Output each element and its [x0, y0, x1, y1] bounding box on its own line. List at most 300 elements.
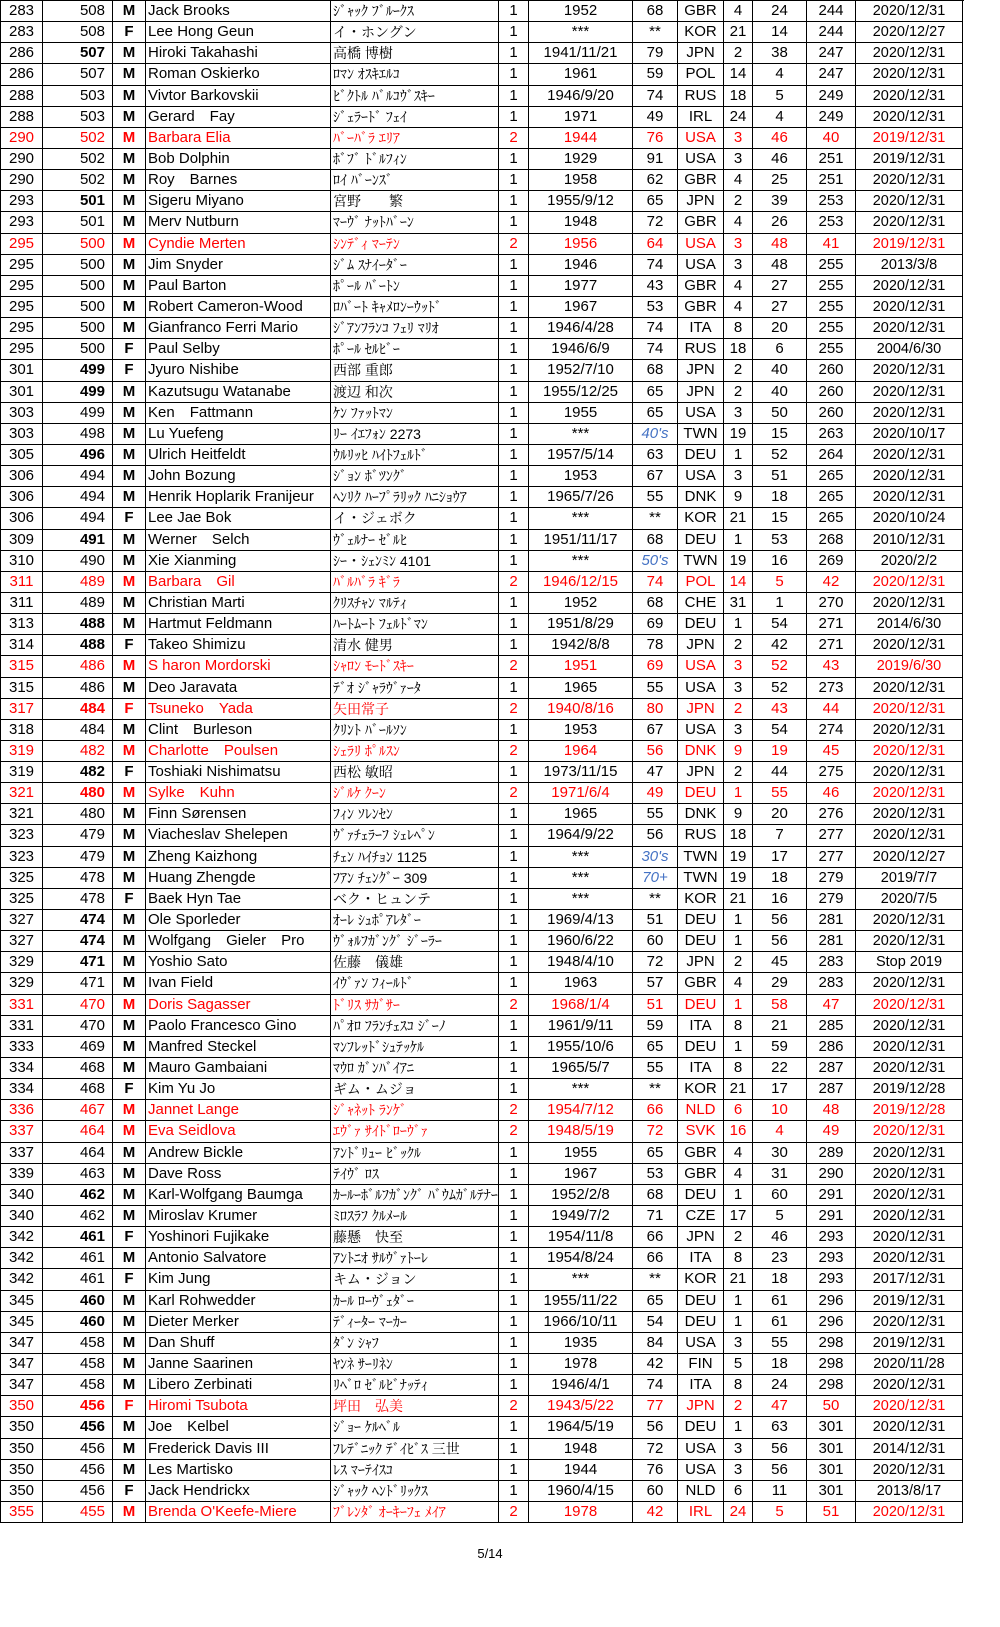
cell-group-rank: 260 — [807, 360, 856, 381]
cell-date: Stop 2019 — [856, 952, 963, 973]
cell-rank: 290 — [1, 170, 43, 191]
cell-country: DEU — [678, 1417, 724, 1438]
table-row — [1, 1417, 964, 1438]
cell-age: 30's — [633, 847, 678, 868]
cell-group-rank: 244 — [807, 1, 856, 22]
cell-date: 2019/12/31 — [856, 1291, 963, 1312]
cell-name: Jyuro Nishibe — [146, 360, 331, 381]
cell-birth-date: 1955/10/6 — [529, 1037, 633, 1058]
cell-rank: 315 — [1, 656, 43, 677]
cell-country-rank: 5 — [753, 86, 807, 107]
cell-group-rank: 263 — [807, 424, 856, 445]
cell-name: Sylke Kuhn — [146, 783, 331, 804]
cell-country-no: 14 — [724, 572, 753, 593]
cell-country: USA — [678, 1460, 724, 1481]
cell-country-no: 18 — [724, 339, 753, 360]
cell-country-rank: 14 — [753, 22, 807, 43]
cell-kana-name: ﾊｰﾄﾑｰﾄ ﾌｪﾙﾄﾞﾏﾝ — [331, 614, 499, 635]
cell-rank: 318 — [1, 720, 43, 741]
cell-kana-name: ｼｰ・ｼｪﾝﾐﾝ 4101 — [331, 551, 499, 572]
cell-country-no: 9 — [724, 487, 753, 508]
cell-birth-date: 1960/6/22 — [529, 931, 633, 952]
table-row — [1, 973, 964, 994]
cell-kana-name: 高橋 博樹 — [331, 43, 499, 64]
cell-country-rank: 23 — [753, 1248, 807, 1269]
cell-rank: 339 — [1, 1164, 43, 1185]
table-row — [1, 530, 964, 551]
table-row — [1, 1, 964, 22]
cell-group-rank: 283 — [807, 952, 856, 973]
cell-birth-date: 1952 — [529, 593, 633, 614]
cell-score: 480 — [43, 804, 113, 825]
table-row — [1, 86, 964, 107]
cell-category: 1 — [499, 1291, 529, 1312]
cell-date: 2020/12/31 — [856, 741, 963, 762]
table-row — [1, 1502, 964, 1523]
cell-kana-name: ｼﾞｮﾝ ﾎﾞﾂﾝｸﾞ — [331, 466, 499, 487]
cell-country-rank: 27 — [753, 276, 807, 297]
cell-kana-name: ｳﾞｫﾙﾌｶﾞﾝｸﾞ ｼﾞｰﾗｰ — [331, 931, 499, 952]
cell-country: GBR — [678, 297, 724, 318]
cell-score: 500 — [43, 255, 113, 276]
cell-country-rank: 48 — [753, 255, 807, 276]
table-row — [1, 1312, 964, 1333]
cell-country: GBR — [678, 1143, 724, 1164]
cell-score: 461 — [43, 1269, 113, 1290]
cell-birth-date: 1944 — [529, 1460, 633, 1481]
cell-sex: F — [113, 1227, 146, 1248]
cell-score: 471 — [43, 952, 113, 973]
cell-date: 2020/2/2 — [856, 551, 963, 572]
cell-country-rank: 24 — [753, 1, 807, 22]
cell-sex: M — [113, 86, 146, 107]
cell-country-rank: 51 — [753, 466, 807, 487]
cell-group-rank: 293 — [807, 1227, 856, 1248]
cell-sex: M — [113, 234, 146, 255]
cell-name: Barbara Gil — [146, 572, 331, 593]
cell-birth-date: *** — [529, 868, 633, 889]
cell-group-rank: 277 — [807, 847, 856, 868]
cell-birth-date: 1978 — [529, 1502, 633, 1523]
cell-group-rank: 247 — [807, 43, 856, 64]
table-row — [1, 910, 964, 931]
cell-category: 1 — [499, 1439, 529, 1460]
cell-date: 2020/12/31 — [856, 276, 963, 297]
cell-kana-name: ﾛﾏﾝ ｵｽｷｴﾙｺ — [331, 64, 499, 85]
cell-birth-date: 1956 — [529, 234, 633, 255]
cell-kana-name: ﾏｳﾛ ｶﾞﾝﾊﾞｲｱﾆ — [331, 1058, 499, 1079]
cell-country-no: 21 — [724, 22, 753, 43]
cell-country: KOR — [678, 1079, 724, 1100]
cell-category: 1 — [499, 910, 529, 931]
cell-country-rank: 43 — [753, 699, 807, 720]
cell-rank: 334 — [1, 1058, 43, 1079]
cell-rank: 345 — [1, 1312, 43, 1333]
table-row — [1, 234, 964, 255]
cell-rank: 319 — [1, 762, 43, 783]
cell-country-rank: 40 — [753, 382, 807, 403]
cell-name: Finn Sørensen — [146, 804, 331, 825]
cell-date: 2020/12/31 — [856, 64, 963, 85]
cell-sex: M — [113, 466, 146, 487]
cell-kana-name: 矢田常子 — [331, 699, 499, 720]
cell-age: 69 — [633, 614, 678, 635]
cell-name: Gerard Fay — [146, 107, 331, 128]
cell-country: JPN — [678, 1396, 724, 1417]
cell-score: 508 — [43, 22, 113, 43]
cell-country-no: 2 — [724, 952, 753, 973]
cell-score: 471 — [43, 973, 113, 994]
cell-date: 2004/6/30 — [856, 339, 963, 360]
cell-country: DEU — [678, 614, 724, 635]
cell-group-rank: 45 — [807, 741, 856, 762]
cell-group-rank: 260 — [807, 403, 856, 424]
cell-group-rank: 274 — [807, 720, 856, 741]
cell-country: DEU — [678, 530, 724, 551]
cell-category: 1 — [499, 635, 529, 656]
cell-name: Ulrich Heitfeldt — [146, 445, 331, 466]
cell-rank: 301 — [1, 382, 43, 403]
cell-kana-name: ﾃﾞｵ ｼﾞｬﾗｳﾞｧｰﾀ — [331, 678, 499, 699]
cell-country-rank: 26 — [753, 212, 807, 233]
cell-sex: M — [113, 64, 146, 85]
cell-category: 1 — [499, 1354, 529, 1375]
cell-country: ITA — [678, 318, 724, 339]
cell-rank: 283 — [1, 22, 43, 43]
cell-birth-date: 1965 — [529, 678, 633, 699]
table-row — [1, 1481, 964, 1502]
cell-sex: M — [113, 403, 146, 424]
cell-rank: 347 — [1, 1333, 43, 1354]
cell-category: 1 — [499, 22, 529, 43]
table-row — [1, 1248, 964, 1269]
cell-birth-date: 1952/2/8 — [529, 1185, 633, 1206]
table-row — [1, 403, 964, 424]
cell-score: 489 — [43, 593, 113, 614]
cell-country-rank: 53 — [753, 530, 807, 551]
cell-score: 456 — [43, 1417, 113, 1438]
cell-country: KOR — [678, 22, 724, 43]
cell-country-rank: 19 — [753, 741, 807, 762]
cell-group-rank: 255 — [807, 255, 856, 276]
cell-birth-date: 1967 — [529, 1164, 633, 1185]
cell-kana-name: ｼｪﾗﾘ ﾎﾟﾙｽﾝ — [331, 741, 499, 762]
cell-birth-date: 1941/11/21 — [529, 43, 633, 64]
cell-date: 2020/12/31 — [856, 170, 963, 191]
cell-group-rank: 40 — [807, 128, 856, 149]
cell-birth-date: 1940/8/16 — [529, 699, 633, 720]
cell-name: Kazutsugu Watanabe — [146, 382, 331, 403]
cell-score: 460 — [43, 1312, 113, 1333]
cell-country-no: 19 — [724, 551, 753, 572]
cell-age: 53 — [633, 1164, 678, 1185]
cell-name: Lee Hong Geun — [146, 22, 331, 43]
cell-group-rank: 271 — [807, 635, 856, 656]
cell-age: 55 — [633, 678, 678, 699]
cell-kana-name: ﾊﾟｵﾛ ﾌﾗﾝﾁｪｽｺ ｼﾞｰﾉ — [331, 1016, 499, 1037]
cell-group-rank: 301 — [807, 1439, 856, 1460]
cell-name: Paolo Francesco Gino — [146, 1016, 331, 1037]
cell-category: 1 — [499, 1481, 529, 1502]
cell-date: 2017/12/31 — [856, 1269, 963, 1290]
cell-score: 482 — [43, 762, 113, 783]
cell-group-rank: 293 — [807, 1248, 856, 1269]
cell-name: Hiroki Takahashi — [146, 43, 331, 64]
cell-country-no: 4 — [724, 973, 753, 994]
cell-score: 474 — [43, 931, 113, 952]
cell-rank: 333 — [1, 1037, 43, 1058]
cell-country: JPN — [678, 191, 724, 212]
cell-rank: 323 — [1, 847, 43, 868]
cell-date: 2020/12/31 — [856, 1375, 963, 1396]
cell-category: 1 — [499, 382, 529, 403]
cell-kana-name: ｸﾘｽﾁｬﾝ ﾏﾙﾃｨ — [331, 593, 499, 614]
cell-kana-name: 坪田 弘美 — [331, 1396, 499, 1417]
cell-country-no: 19 — [724, 868, 753, 889]
cell-sex: M — [113, 868, 146, 889]
cell-country-rank: 18 — [753, 487, 807, 508]
cell-group-rank: 253 — [807, 212, 856, 233]
cell-country-no: 1 — [724, 530, 753, 551]
cell-category: 1 — [499, 551, 529, 572]
cell-rank: 327 — [1, 931, 43, 952]
cell-rank: 314 — [1, 635, 43, 656]
cell-group-rank: 265 — [807, 508, 856, 529]
cell-category: 1 — [499, 1058, 529, 1079]
cell-group-rank: 298 — [807, 1354, 856, 1375]
cell-birth-date: 1952 — [529, 1, 633, 22]
cell-category: 1 — [499, 530, 529, 551]
cell-score: 502 — [43, 128, 113, 149]
cell-country-no: 16 — [724, 1121, 753, 1142]
cell-group-rank: 286 — [807, 1037, 856, 1058]
table-row — [1, 762, 964, 783]
cell-score: 458 — [43, 1354, 113, 1375]
cell-birth-date: 1929 — [529, 149, 633, 170]
cell-group-rank: 244 — [807, 22, 856, 43]
cell-date: 2020/12/31 — [856, 699, 963, 720]
cell-group-rank: 47 — [807, 995, 856, 1016]
cell-sex: M — [113, 1121, 146, 1142]
cell-sex: F — [113, 360, 146, 381]
cell-name: Jim Snyder — [146, 255, 331, 276]
cell-score: 502 — [43, 149, 113, 170]
cell-rank: 329 — [1, 973, 43, 994]
cell-country-no: 3 — [724, 1333, 753, 1354]
cell-kana-name: ギム・ムジョ — [331, 1079, 499, 1100]
cell-country-no: 1 — [724, 1037, 753, 1058]
cell-date: 2020/12/31 — [856, 995, 963, 1016]
cell-name: Eva Seidlova — [146, 1121, 331, 1142]
cell-group-rank: 293 — [807, 1269, 856, 1290]
cell-score: 500 — [43, 234, 113, 255]
cell-name: Janne Saarinen — [146, 1354, 331, 1375]
cell-country: DEU — [678, 445, 724, 466]
cell-name: Cyndie Merten — [146, 234, 331, 255]
table-row — [1, 1227, 964, 1248]
cell-country-no: 3 — [724, 466, 753, 487]
cell-country: USA — [678, 255, 724, 276]
cell-score: 468 — [43, 1079, 113, 1100]
cell-group-rank: 291 — [807, 1185, 856, 1206]
cell-kana-name: 宮野 繁 — [331, 191, 499, 212]
cell-date: 2020/12/31 — [856, 1, 963, 22]
cell-score: 479 — [43, 825, 113, 846]
cell-date: 2020/12/31 — [856, 403, 963, 424]
cell-date: 2019/12/31 — [856, 1333, 963, 1354]
cell-country-no: 21 — [724, 1079, 753, 1100]
table-row — [1, 1037, 964, 1058]
cell-rank: 306 — [1, 508, 43, 529]
cell-category: 2 — [499, 741, 529, 762]
cell-name: Vivtor Barkovskii — [146, 86, 331, 107]
cell-country-rank: 17 — [753, 847, 807, 868]
cell-category: 1 — [499, 889, 529, 910]
cell-kana-name: ﾄﾞﾘｽ ｻｶﾞｻｰ — [331, 995, 499, 1016]
table-row — [1, 424, 964, 445]
cell-rank: 288 — [1, 107, 43, 128]
cell-country: ITA — [678, 1058, 724, 1079]
cell-age: 53 — [633, 297, 678, 318]
cell-category: 1 — [499, 593, 529, 614]
cell-country-no: 4 — [724, 170, 753, 191]
cell-group-rank: 285 — [807, 1016, 856, 1037]
cell-rank: 303 — [1, 424, 43, 445]
cell-group-rank: 247 — [807, 64, 856, 85]
cell-age: 91 — [633, 149, 678, 170]
cell-sex: M — [113, 445, 146, 466]
cell-country-rank: 39 — [753, 191, 807, 212]
cell-birth-date: 1946/4/28 — [529, 318, 633, 339]
cell-country: USA — [678, 720, 724, 741]
cell-age: 66 — [633, 1227, 678, 1248]
cell-birth-date: 1971 — [529, 107, 633, 128]
cell-country-rank: 18 — [753, 1269, 807, 1290]
cell-name: Lee Jae Bok — [146, 508, 331, 529]
cell-name: Antonio Salvatore — [146, 1248, 331, 1269]
cell-rank: 293 — [1, 191, 43, 212]
cell-country-rank: 48 — [753, 234, 807, 255]
cell-date: 2020/12/31 — [856, 1248, 963, 1269]
cell-country-rank: 38 — [753, 43, 807, 64]
cell-country-rank: 17 — [753, 1079, 807, 1100]
cell-birth-date: 1948/5/19 — [529, 1121, 633, 1142]
cell-date: 2020/12/31 — [856, 804, 963, 825]
table-row — [1, 720, 964, 741]
cell-score: 468 — [43, 1058, 113, 1079]
cell-rank: 288 — [1, 86, 43, 107]
cell-sex: M — [113, 1354, 146, 1375]
cell-score: 462 — [43, 1185, 113, 1206]
table-row — [1, 128, 964, 149]
cell-name: Sigeru Miyano — [146, 191, 331, 212]
cell-score: 484 — [43, 699, 113, 720]
cell-sex: F — [113, 339, 146, 360]
cell-group-rank: 276 — [807, 804, 856, 825]
cell-kana-name: ﾛｲ ﾊﾞｰﾝｽﾞ — [331, 170, 499, 191]
cell-kana-name: ﾌﾞﾚﾝﾀﾞ ｵｰｷｰﾌｪ ﾒｲｱ — [331, 1502, 499, 1523]
cell-birth-date: 1978 — [529, 1354, 633, 1375]
cell-date: 2020/12/31 — [856, 191, 963, 212]
cell-country: KOR — [678, 889, 724, 910]
cell-group-rank: 281 — [807, 931, 856, 952]
cell-rank: 345 — [1, 1291, 43, 1312]
cell-name: Xie Xianming — [146, 551, 331, 572]
cell-birth-date: 1954/8/24 — [529, 1248, 633, 1269]
cell-name: Lu Yuefeng — [146, 424, 331, 445]
table-row — [1, 445, 964, 466]
cell-country-rank: 5 — [753, 1502, 807, 1523]
cell-age: 65 — [633, 191, 678, 212]
cell-category: 1 — [499, 804, 529, 825]
cell-group-rank: 275 — [807, 762, 856, 783]
cell-rank: 290 — [1, 149, 43, 170]
cell-name: Clint Burleson — [146, 720, 331, 741]
cell-name: Hiromi Tsubota — [146, 1396, 331, 1417]
cell-score: 470 — [43, 995, 113, 1016]
cell-name: Jack Brooks — [146, 1, 331, 22]
table-row — [1, 297, 964, 318]
cell-score: 503 — [43, 107, 113, 128]
cell-country-rank: 21 — [753, 1016, 807, 1037]
cell-age: 42 — [633, 1354, 678, 1375]
cell-date: 2020/12/31 — [856, 910, 963, 931]
cell-category: 2 — [499, 783, 529, 804]
cell-birth-date: 1960/4/15 — [529, 1481, 633, 1502]
cell-kana-name: ﾏｰｳﾞ ﾅｯﾄﾊﾞｰﾝ — [331, 212, 499, 233]
cell-country-rank: 46 — [753, 149, 807, 170]
cell-sex: M — [113, 382, 146, 403]
cell-group-rank: 301 — [807, 1481, 856, 1502]
cell-kana-name: ｲｳﾞｧﾝ ﾌｨｰﾙﾄﾞ — [331, 973, 499, 994]
cell-date: 2020/12/31 — [856, 825, 963, 846]
cell-age: 65 — [633, 1291, 678, 1312]
table-row — [1, 1460, 964, 1481]
cell-country: GBR — [678, 170, 724, 191]
cell-name: Takeo Shimizu — [146, 635, 331, 656]
cell-date: 2020/12/31 — [856, 1312, 963, 1333]
cell-date: 2020/12/31 — [856, 572, 963, 593]
cell-country-rank: 55 — [753, 783, 807, 804]
cell-birth-date: 1964/9/22 — [529, 825, 633, 846]
cell-kana-name: ｼｬﾛﾝ ﾓｰﾄﾞｽｷｰ — [331, 656, 499, 677]
cell-score: 486 — [43, 656, 113, 677]
cell-age: 78 — [633, 635, 678, 656]
cell-date: 2020/12/31 — [856, 1460, 963, 1481]
cell-age: 51 — [633, 995, 678, 1016]
cell-date: 2020/7/5 — [856, 889, 963, 910]
cell-score: 467 — [43, 1100, 113, 1121]
cell-kana-name: ﾛﾊﾞｰﾄ ｷｬﾒﾛﾝｰｳｯﾄﾞ — [331, 297, 499, 318]
cell-rank: 295 — [1, 339, 43, 360]
cell-sex: M — [113, 656, 146, 677]
table-row — [1, 508, 964, 529]
cell-score: 463 — [43, 1164, 113, 1185]
cell-category: 1 — [499, 1, 529, 22]
cell-category: 1 — [499, 487, 529, 508]
cell-birth-date: 1964 — [529, 741, 633, 762]
cell-kana-name: ﾘﾍﾞﾛ ｾﾞﾙﾋﾞﾅｯﾃｨ — [331, 1375, 499, 1396]
table-row — [1, 889, 964, 910]
cell-sex: M — [113, 297, 146, 318]
cell-birth-date: 1955/9/12 — [529, 191, 633, 212]
cell-age: 60 — [633, 1481, 678, 1502]
cell-score: 499 — [43, 360, 113, 381]
cell-name: Les Martisko — [146, 1460, 331, 1481]
cell-category: 1 — [499, 1375, 529, 1396]
cell-group-rank: 255 — [807, 339, 856, 360]
cell-age: 64 — [633, 234, 678, 255]
